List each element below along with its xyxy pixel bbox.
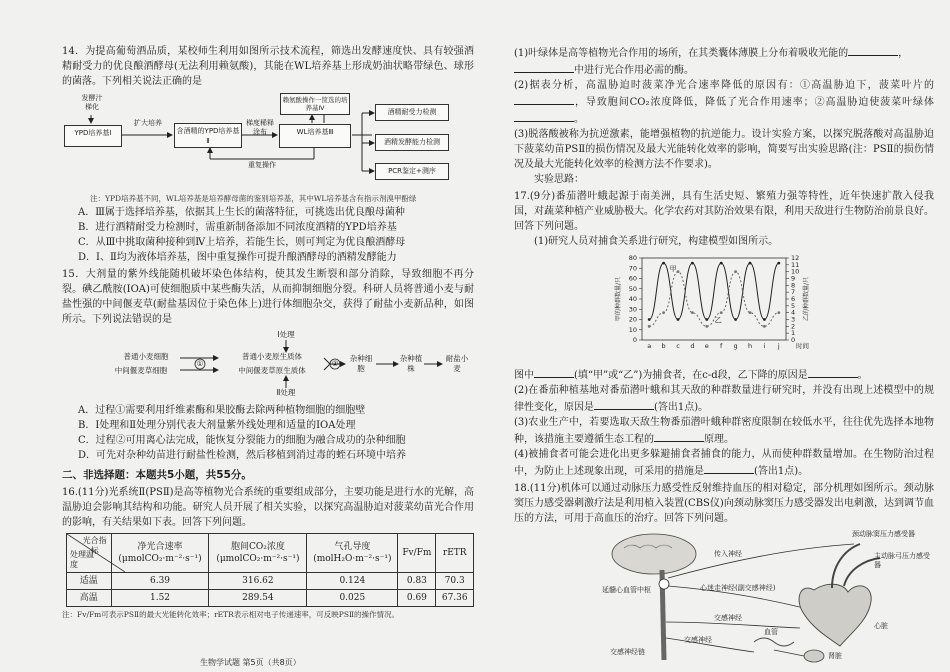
answer-blank[interactable]	[704, 462, 754, 474]
q14-option-c: C．从Ⅲ中挑取菌种接种到Ⅳ上培养，若能生长，则可判定为优良酿酒酵母	[78, 237, 406, 248]
repeat-label: 重复操作	[248, 161, 276, 169]
page-footer: 生物学试题 第5页（共8页）	[200, 658, 301, 667]
q14-flow-note: 注：YPD培养基不同，WL培养基是培养酵母菌的鉴别培养基，其中WL培养基含有指示剂溴甲酚绿	[90, 194, 417, 203]
q16-sub1b: ，	[898, 48, 909, 59]
answer-blank[interactable]	[654, 430, 704, 442]
q17-sub3	[514, 415, 934, 447]
series-jia-point	[720, 262, 723, 265]
y-axis-label: 甲的种群数量/只	[615, 276, 622, 322]
predation-chart	[514, 252, 934, 364]
q18-figure	[514, 530, 934, 664]
q17-sub2a: (2)在番茄种植基地对番茄潜叶蛾和其天敌的种群数量进行研究时，并没有出现上述模型中的规律性变化，原因是	[514, 385, 934, 413]
x-tick-label: g	[733, 342, 738, 350]
series-jia-point	[705, 318, 708, 321]
q17-stem: 17.(9分)番茄潜叶蛾起源于南美洲，具有生活史短、繁殖力强等特性，近年快速扩散入侵我国，对蔬菜种植产业威胁极大。化学农药对其防治效果有限，利用天敌进行生物防治前景良好。回答下列问题。	[514, 191, 934, 232]
left-column	[62, 0, 474, 672]
series-yi-point	[720, 311, 723, 314]
cell: 0.83	[398, 573, 436, 590]
q17-sub4b: (答出1点)。	[754, 466, 809, 477]
answer-blank[interactable]	[534, 366, 574, 378]
x-tick-label: h	[747, 342, 753, 350]
y-right-tick-label: 11	[791, 260, 800, 269]
q15-option-b: B．Ⅰ处理和Ⅱ处理分别代表大剂量紫外线处理和适量的IOA处理	[78, 420, 356, 431]
q15-option-c: C．过程②可用离心法完成，能恢复分裂能力的细胞为融合成功的杂种细胞	[78, 435, 406, 446]
aorta-icon	[832, 544, 880, 588]
series-jia-point	[648, 318, 651, 321]
label-symp1: 交感神经	[714, 614, 742, 622]
cell: 1.52	[111, 590, 209, 607]
q16-table	[66, 533, 474, 607]
cell: 289.54	[209, 590, 307, 607]
q16-table-note: 注：Fv/Fm可表示PSⅡ的最大光能转化效率；rETR表示相对电子传递速率，可反映PSⅡ的操作情况。	[62, 610, 400, 619]
q16-sub3: (3)脱落酸被称为抗逆激素，能增强植物的抗逆能力。设计实验方案，以探究脱落酸对高温胁迫下菠菜幼苗PSⅡ的损伤情况及最大光能转化效率的影响，简要写出实验思路(注：PSⅡ的损伤情况及最大光能转化效率的检测方法不作要求)。	[514, 129, 934, 170]
out-fermentation: 酒精发酵能力检测	[375, 134, 449, 151]
q18-stem: 18.(11分)机体可以通过动脉压力感受性反射维持血压的相对稳定，部分机理如图所示。颈动脉窦压力感受器刺激疗法是利用植入装置(CBS仪)向颈动脉窦压力感受器发出电刺激，达到调节血压的方法，可用于高血压的治疗。回答下列问题。	[514, 483, 934, 524]
x-tick-label: d	[690, 342, 695, 350]
answer-blank[interactable]	[514, 93, 574, 105]
q16-sub2a: (2)据表分析，高温胁迫时菠菜净光合速率降低的原因有：①高温胁迫下，菠菜叶片的	[514, 80, 934, 91]
blood-vessel-icon	[754, 638, 794, 646]
series-yi-point	[749, 311, 752, 314]
corner-bottom: 处理温度	[70, 550, 94, 569]
series-yi-point	[648, 325, 651, 328]
cell: 67.36	[436, 590, 474, 607]
treat1-label: Ⅰ处理	[277, 330, 295, 339]
q14-mid-label: 梯化	[85, 103, 99, 111]
treat2-label: Ⅱ处理	[276, 388, 296, 397]
y-right-tick-label: 10	[791, 267, 800, 276]
box-wl: WL培养基Ⅲ	[279, 124, 351, 148]
label-vessel: 血管	[764, 628, 778, 636]
series-jia-point	[749, 262, 752, 265]
q16-sub3-label: 实验思路：	[534, 174, 584, 185]
series-yi-point	[763, 325, 766, 328]
q16-sub2	[514, 78, 934, 127]
section2-header: 二、非选择题：本题共5小题，共55分。	[62, 469, 252, 481]
y-tick-label: 80	[628, 254, 637, 262]
y-right-tick-label: 8	[791, 281, 796, 290]
y-right-tick-label: 9	[791, 274, 796, 283]
out-pcr: PCR鉴定+测序	[375, 163, 449, 180]
y-right-tick-label: 7	[791, 288, 796, 297]
cell-thinopyrum: 中间偃麦草细胞	[114, 366, 168, 375]
q14-top-label: 发酵汁	[81, 94, 103, 102]
series-jia-point	[777, 262, 780, 265]
salt-tolerant-wheat: 耐盐小麦	[445, 354, 469, 373]
y-right-axis-label: 乙的种群数量/只	[803, 276, 810, 322]
label-heart: 心脏	[874, 622, 888, 630]
y-right-tick-label: 12	[791, 254, 800, 262]
x-tick-label: i	[763, 342, 766, 350]
y-right-tick-label: 6	[791, 295, 796, 303]
cell: 0.69	[398, 590, 436, 607]
q17-sub1-after-c: 。	[857, 370, 868, 381]
box-ypd2: 含酒精的YPD培养基Ⅱ	[174, 123, 242, 148]
series-yi-point	[705, 325, 708, 328]
y-right-tick-label: 5	[791, 301, 796, 310]
q16-sub2c: 。	[574, 114, 584, 125]
cell: 70.3	[436, 573, 474, 590]
answer-blank[interactable]	[594, 398, 654, 410]
x-tick-label: a	[647, 342, 652, 350]
answer-blank[interactable]	[514, 61, 574, 73]
row-label: 高温	[67, 590, 112, 607]
th-retr: rETR	[436, 534, 474, 573]
x-tick-label: f	[720, 342, 723, 350]
y-right-tick-label: 1	[791, 329, 796, 338]
cell-wheat: 普通小麦细胞	[123, 352, 169, 361]
label-aortic: 主动脉弓压力感受器	[874, 552, 930, 569]
cell: 316.62	[209, 573, 307, 590]
y-right-tick-label: 3	[791, 315, 796, 324]
th-intercellular-co2: 胞间CO₂浓度(μmolCO₂·m⁻²·s⁻¹)	[209, 534, 307, 573]
q17-sub3b: 原理。	[704, 434, 734, 445]
y-right-tick-label: 0	[791, 336, 796, 344]
q17-sub4	[514, 447, 934, 479]
series-jia-point	[662, 262, 665, 265]
y-tick-label: 40	[628, 295, 637, 303]
y-tick-label: 0	[632, 336, 637, 344]
x-tick-label: b	[661, 342, 666, 350]
q15-option-a: A．过程①需要利用纤维素酶和果胶酶去除两种植物细胞的细胞壁	[78, 405, 366, 416]
corner-top: 光合指标	[82, 536, 107, 555]
label-vagus: 心迷走神经(副交感神经)	[700, 584, 776, 592]
label-symp-chain: 交感神经链	[610, 648, 645, 656]
q14-option-b: B．进行酒精耐受力检测时，需重新制备添加不同浓度酒精的YPD培养基	[78, 222, 397, 233]
heart-icon	[799, 584, 871, 646]
cell: 0.025	[307, 590, 398, 607]
q14-option-a: A．Ⅲ属于选择培养基，依据其上生长的菌落特征，可挑选出优良酿母菌种	[78, 207, 405, 218]
table-row	[67, 590, 474, 607]
y-tick-label: 30	[628, 305, 637, 314]
q14-stem: 14．为提高葡萄酒品质，某校师生利用如图所示技术流程，筛选出发酵速度快、具有较强酒精耐受力的优良酿酒酵母(无法利用赖氨酸)，其能在WL培养基上形成奶油状略带绿色、球形的菌落。下列相关说法正确的是	[62, 46, 474, 87]
series-jia-point	[734, 318, 737, 321]
q17-sub1: (1)研究人员对捕食关系进行研究，构建模型如图所示。	[534, 236, 779, 247]
series-jia-point	[677, 318, 680, 321]
series-jia-label: 甲	[669, 265, 677, 274]
x-axis-label: 时间	[796, 342, 809, 350]
q17-sub2	[514, 383, 934, 415]
q17-sub4a: (4)被捕食者可能会进化出更多躲避捕食者捕食的能力，从而使种群数量增加。在生物防治过程中，为防止上述现象出现，可采用的措施是	[514, 449, 934, 477]
q16-sub1	[514, 44, 934, 78]
series-yi-point	[777, 311, 780, 314]
series-yi-label: 乙	[714, 316, 722, 325]
proto-thinopyrum: 中间偃麦草原生质体	[238, 366, 306, 375]
series-yi-point	[662, 311, 665, 314]
answer-blank[interactable]	[514, 110, 574, 122]
series-yi-point	[691, 311, 694, 314]
proto-wheat: 普通小麦原生质体	[242, 352, 302, 361]
out-ethanol-tolerance: 酒精耐受力检测	[375, 104, 449, 121]
y-right-tick-label: 2	[791, 322, 796, 331]
q16-sub1c: 中进行光合作用必需的酶。	[574, 65, 694, 76]
q15-option-d: D．可先对杂种幼苗进行耐盐性检测，然后移植到消过毒的蛭石环境中培养	[78, 450, 407, 461]
y-tick-label: 10	[628, 325, 637, 334]
arrow1-label: 扩大培养	[134, 119, 162, 127]
answer-blank[interactable]	[808, 366, 858, 378]
y-tick-label: 50	[628, 284, 637, 293]
q16-sub1a: (1)叶绿体是高等植物光合作用的场所，在其类囊体薄膜上分布着吸收光能的	[514, 48, 849, 59]
medulla-node-icon	[659, 579, 669, 589]
cell: 6.39	[111, 573, 209, 590]
series-jia-point	[763, 318, 766, 321]
q14-flow-diagram	[62, 93, 474, 191]
step1-marker: ①	[196, 359, 204, 368]
answer-blank[interactable]	[848, 44, 898, 56]
q17-sub3a: (3)农业生产中，若要选取天敌生物番茄潜叶蛾种群密度限制在较低水平，往往优先选择本地物种，该措施主要遵循生态工程的	[514, 417, 934, 445]
q17-chart	[514, 252, 934, 364]
q17-sub1-after	[514, 366, 934, 383]
step2-marker: ②	[331, 359, 339, 368]
th-net-photo: 净光合速率(μmolCO₂·m⁻²·s⁻¹)	[111, 534, 209, 573]
cell: 0.124	[307, 573, 398, 590]
x-tick-label: j	[777, 342, 780, 350]
label-kidney: 肾脏	[828, 652, 842, 660]
hybrid-cell: 杂种细胞	[349, 354, 373, 373]
box-lys: 赖氨酸操作一筐选的培养基Ⅳ	[280, 93, 350, 115]
x-tick-label: c	[676, 342, 680, 350]
y-tick-label: 70	[628, 264, 637, 273]
y-tick-label: 60	[628, 274, 637, 283]
series-yi-point	[734, 270, 737, 273]
th-fvfm: Fv/Fm	[398, 534, 436, 573]
q14-option-d: D．Ⅰ、Ⅱ均为液体培养基，图中重复操作可提升酿酒酵母的酒精发酵能力	[78, 252, 397, 263]
afferent-nerve-line	[668, 544, 854, 578]
q16-stem: 16.(11分)光系统Ⅱ(PSⅡ)是高等植物光合系统的重要组成部分，主要功能是进行水的光解，高温胁迫会影响其结构和功能。研究人员开展了相关实验，以探究高温胁迫对菠菜幼苗光合作用的影响，有关结果如下表。回答下列问题。	[62, 487, 474, 528]
box-ypd1: YPD培养基Ⅰ	[64, 125, 122, 147]
y-tick-label: 20	[628, 315, 637, 324]
q16-sub2b: ，导致胞间CO₂浓度降低，降低了光合作用速率；②高温胁迫使菠菜叶绿体	[574, 97, 934, 108]
arrow2-label: 梯度稀释涂布	[246, 119, 274, 136]
row-label: 适温	[67, 573, 112, 590]
right-column	[514, 0, 934, 672]
brain-icon	[612, 534, 696, 574]
y-right-tick-label: 4	[791, 308, 796, 317]
series-yi-point	[677, 270, 680, 273]
th-stomatal: 气孔导度(molH₂O·m⁻²·s⁻¹)	[307, 534, 398, 573]
x-tick-label: e	[704, 342, 709, 350]
q15-flow-diagram	[62, 330, 474, 400]
hybrid-plant: 杂种植株	[399, 354, 423, 373]
label-carotid: 颈动脉窦压力感受器	[852, 530, 915, 538]
series-jia-point	[691, 262, 694, 265]
q17-sub1-after-a: 图中	[514, 370, 534, 381]
q15-stem: 15．大剂量的紫外线能随机破坏染色体结构，使其发生断裂和部分消除，导致细胞不再分裂。碘乙酰胺(IOA)可使细胞质中某些酶失活，从而抑制细胞分裂。科研人员将普通小麦与耐盐性强的中间偃麦草(耐盐基因位于染色体上)进行体细胞杂交，获得了耐盐小麦新品种，如图所示。下列说法错误的是	[62, 269, 474, 325]
q17-sub1-after-b: (填“甲”或“乙”)为捕食者，在c-d段，乙下降的原因是	[574, 370, 808, 381]
table-row	[67, 573, 474, 590]
label-medulla: 延髓心血管中枢	[602, 586, 651, 594]
label-symp2: 交感神经	[684, 636, 712, 644]
q17-sub2b: (答出1点)。	[654, 402, 709, 413]
table-corner	[67, 534, 112, 573]
kidney-icon	[804, 650, 824, 662]
label-afferent: 传入神经	[714, 550, 742, 558]
